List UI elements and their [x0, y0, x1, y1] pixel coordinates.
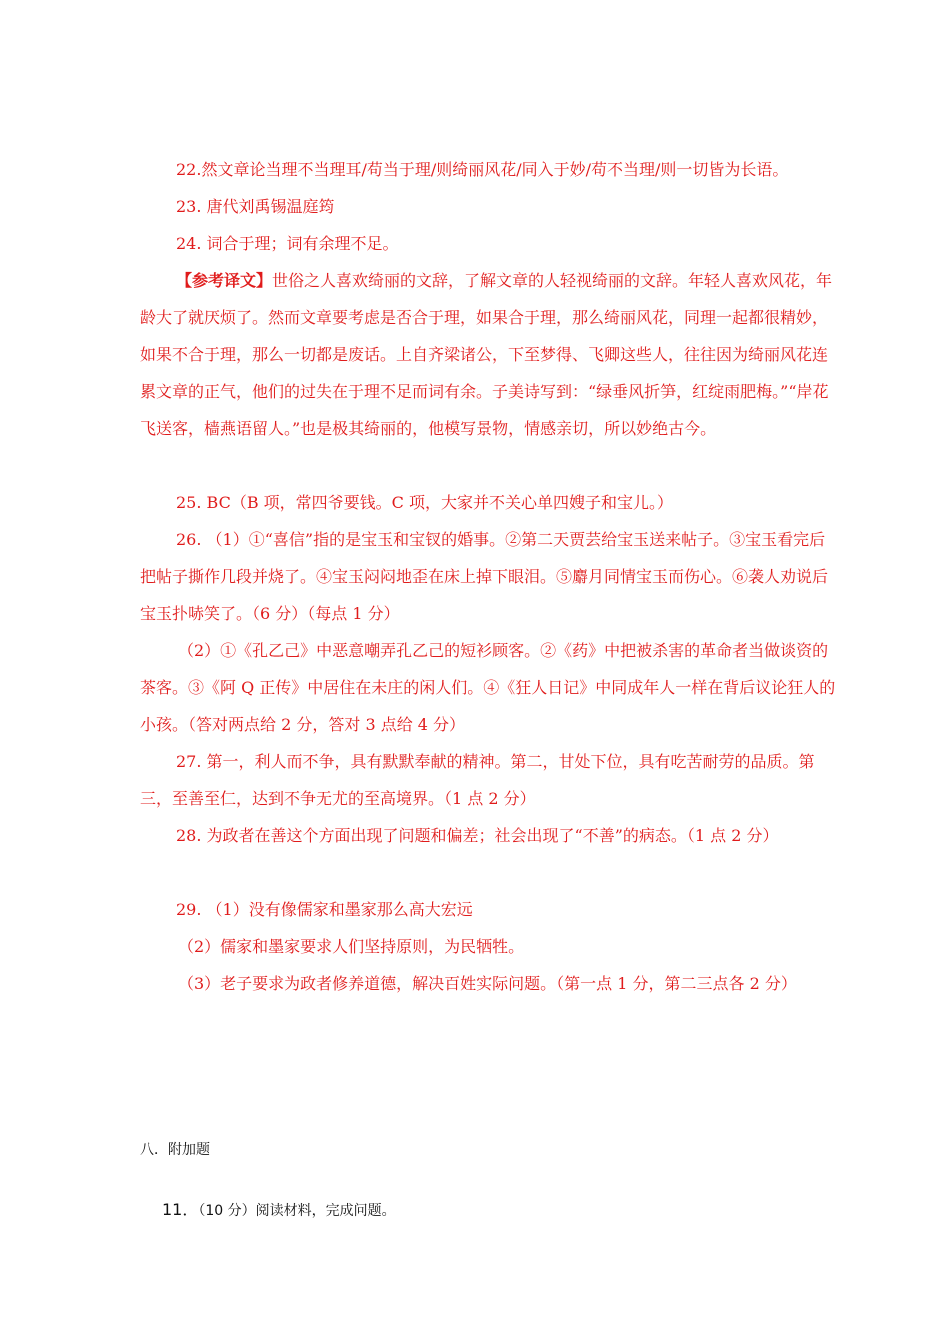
- answer-29-part3: （3）老子要求为政者修养道德，解决百姓实际问题。（第一点 1 分，第二三点各 2 分）: [178, 974, 797, 993]
- answer-29-part1: 29. （1）没有像儒家和墨家那么高大宏远: [176, 900, 473, 919]
- answer-22: 22.然文章论当理不当理耳/苟当于理/则绮丽风花/同入于妙/苟不当理/则一切皆为长语。: [176, 160, 789, 179]
- answer-27: 27. 第一，利人而不争，具有默默奉献的精神。第二，甘处下位，具有吃苦耐劳的品质。第三，至善至仁，达到不争无尤的至高境界。（1 点 2 分）: [140, 752, 815, 808]
- reference-translation: [140, 262, 840, 447]
- question-number: 11．: [162, 1200, 199, 1219]
- translation-label: 【参考译文】: [176, 271, 273, 290]
- answer-26-part1: 26. （1）①“喜信”指的是宝玉和宝钗的婚事。②第二天贾芸给宝玉送来帖子。③宝玉看完后把帖子撕作几段并烧了。④宝玉闷闷地歪在床上掉下眼泪。⑤麝月同情宝玉而伤心。⑥袭人劝说后宝玉扑哧笑了。（6 分）（每点 1 分）: [140, 530, 829, 623]
- answer-24: 24. 词合于理；词有余理不足。: [176, 234, 399, 253]
- question-text: （10 分）阅读材料，完成问题。: [198, 1203, 396, 1219]
- answer-25: 25. BC（B 项，常四爷要钱。C 项，大家并不关心单四嫂子和宝儿。）: [176, 493, 674, 512]
- question-11: [162, 1197, 396, 1220]
- answer-26-part2: （2）①《孔乙己》中恶意嘲弄孔乙己的短衫顾客。②《药》中把被杀害的革命者当做谈资的茶客。③《阿 Q 正传》中居住在未庄的闲人们。④《狂人日记》中同成年人一样在背后议论狂人的小孩。（答对两点给 2 分，答对 3 点给 4 分）: [140, 641, 836, 734]
- answer-28: 28. 为政者在善这个方面出现了问题和偏差；社会出现了“不善”的病态。（1 点 2 分）: [176, 826, 779, 845]
- translation-text: 世俗之人喜欢绮丽的文辞，了解文章的人轻视绮丽的文辞。年轻人喜欢风花，年龄大了就厌烦了。然而文章要考虑是否合于理，如果合于理，那么绮丽风花，同理一起都很精妙，如果不合于理，那么一切都是废话。上自齐梁诸公，下至梦得、飞卿这些人，往往因为绮丽风花连累文章的正气，他们的过失在于理不足而词有余。子美诗写到：“绿垂风折笋，红绽雨肥梅。”“岸花飞送客，樯燕语留人。”也是极其绮丽的，他模写景物，情感亲切，所以妙绝古今。: [140, 271, 833, 438]
- answer-29-part2: （2）儒家和墨家要求人们坚持原则，为民牺牲。: [178, 937, 525, 956]
- section-heading: 八．附加题: [140, 1142, 210, 1158]
- answer-23: 23. 唐代刘禹锡温庭筠: [176, 197, 335, 216]
